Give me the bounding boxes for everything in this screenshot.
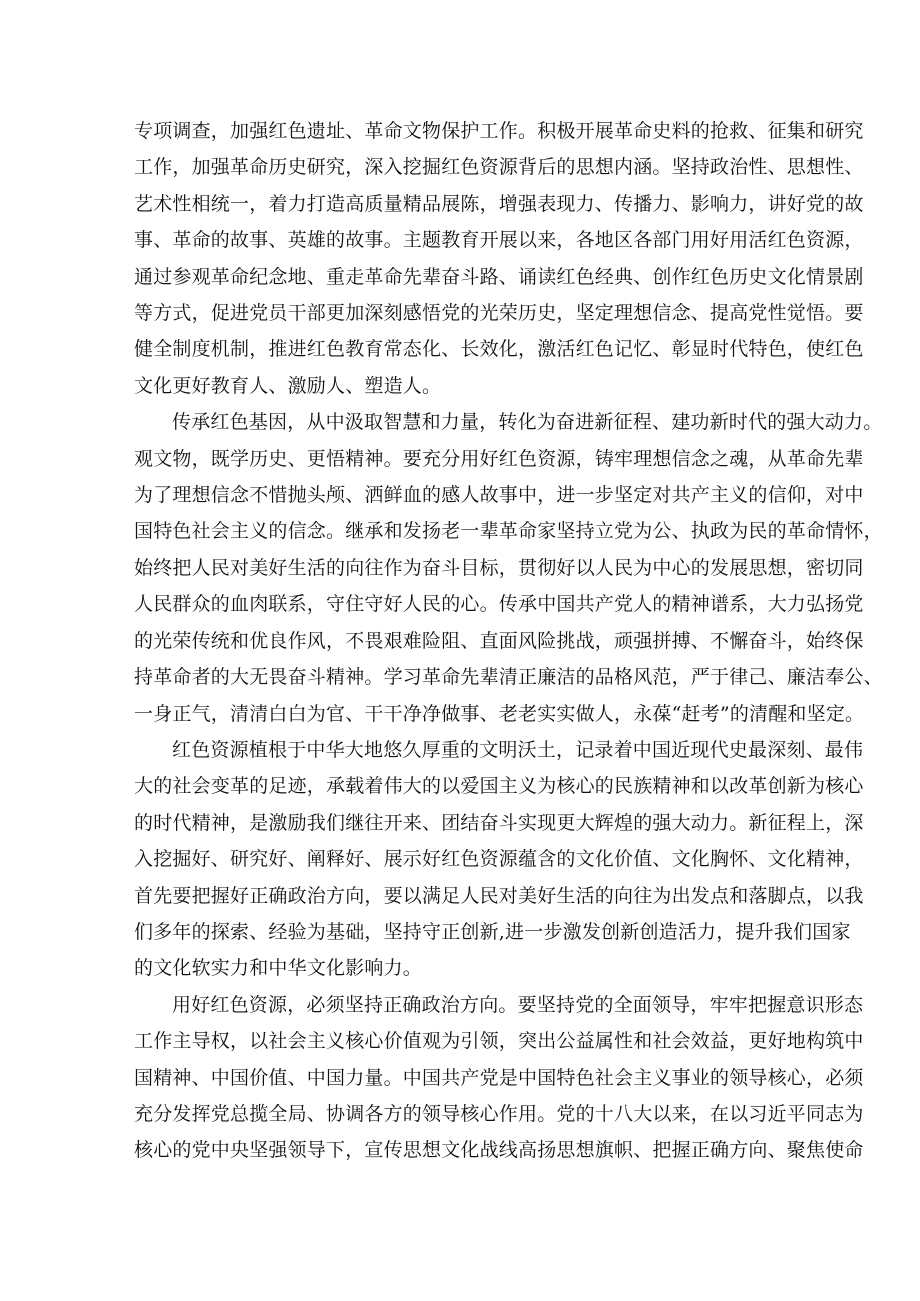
text-line: 事、革命的故事、英雄的故事。主题教育开展以来，各地区各部门用好用活红色资源， (134, 229, 864, 252)
text-line: 红色资源植根于中华大地悠久厚重的文明沃土，记录着中国近现代史最深刻、最伟 (172, 738, 864, 761)
text-line: 国特色社会主义的信念。继承和发扬老一辈革命家坚持立党为公、执政为民的革命情怀， (134, 520, 883, 543)
text-line: 充分发挥党总揽全局、协调各方的领导核心作用。党的十八大以来，在以习近平同志为 (134, 1102, 864, 1125)
text-line: 们多年的探索、经验为基础，坚持守正创新,进一步激发创新创造活力，提升我们国家 (134, 920, 851, 943)
paragraph-1 (134, 113, 864, 404)
text-line: 艺术性相统一，着力打造高质量精品展陈，增强表现力、传播力、影响力，讲好党的故 (134, 192, 864, 215)
text-line: 始终把人民对美好生活的向往作为奋斗目标，贯彻好以人民为中心的发展思想，密切同 (134, 556, 864, 579)
text-line: 的文化软实力和中华文化影响力。 (134, 957, 423, 980)
text-line: 国精神、中国价值、中国力量。中国共产党是中国特色社会主义事业的领导核心，必须 (134, 1066, 864, 1089)
text-line: 工作主导权，以社会主义核心价值观为引领，突出公益属性和社会效益，更好地构筑中 (134, 1030, 864, 1053)
text-line: 文化更好教育人、激励人、塑造人。 (134, 374, 442, 397)
text-line: 等方式，促进党员干部更加深刻感悟党的光荣历史，坚定理想信念、提高党性觉悟。要 (134, 302, 864, 325)
text-line: 大的社会变革的足迹，承载着伟大的以爱国主义为核心的民族精神和以改革创新为核心 (134, 775, 864, 798)
text-line: 健全制度机制，推进红色教育常态化、长效化，激活红色记忆、彰显时代特色，使红色 (134, 338, 864, 361)
text-line: 首先要把握好正确政治方向，要以满足人民对美好生活的向往为出发点和落脚点，以我 (134, 884, 864, 907)
text-line: 一身正气，清清白白为官、干干净净做事、老老实实做人，永葆“赶考”的清醒和坚定。 (134, 702, 865, 725)
text-line: 为了理想信念不惜抛头颅、洒鲜血的感人故事中，进一步坚定对共产主义的信仰，对中 (134, 484, 864, 507)
text-line: 观文物，既学历史、更悟精神。要充分用好红色资源，铸牢理想信念之魂，从革命先辈 (134, 447, 864, 470)
text-line: 人民群众的血肉联系，守住守好人民的心。传承中国共产党人的精神谱系，大力弘扬党 (134, 593, 864, 616)
paragraph-3 (134, 732, 864, 987)
text-line: 传承红色基因，从中汲取智慧和力量，转化为奋进新征程、建功新时代的强大动力。 (172, 411, 883, 434)
text-line: 核心的党中央坚强领导下，宣传思想文化战线高扬思想旗帜、把握正确方向、聚焦使命 (134, 1139, 864, 1162)
text-line: 用好红色资源，必须坚持正确政治方向。要坚持党的全面领导，牢牢把握意识形态 (172, 993, 864, 1016)
text-line: 专项调查，加强红色遗址、革命文物保护工作。积极开展革命史料的抢救、征集和研究 (134, 120, 864, 142)
text-line: 的光荣传统和优良作风，不畏艰难险阻、直面风险挑战，顽强拼搏、不懈奋斗，始终保 (134, 629, 864, 652)
text-line: 入挖掘好、研究好、阐释好、展示好红色资源蕴含的文化价值、文化胸怀、文化精神， (134, 848, 864, 871)
text-line: 工作，加强革命历史研究，深入挖掘红色资源背后的思想内涵。坚持政治性、思想性、 (134, 156, 864, 179)
paragraph-2 (134, 404, 883, 732)
text-line: 的时代精神，是激励我们继往开来、团结奋斗实现更大辉煌的强大动力。新征程上，深 (134, 811, 864, 834)
document-body (134, 113, 883, 1169)
text-line: 通过参观革命纪念地、重走革命先辈奋斗路、诵读红色经典、创作红色历史文化情景剧 (134, 265, 864, 288)
paragraph-4 (134, 987, 864, 1169)
text-line: 持革命者的大无畏奋斗精神。学习革命先辈清正廉洁的品格风范，严于律己、廉洁奉公、 (134, 666, 883, 689)
